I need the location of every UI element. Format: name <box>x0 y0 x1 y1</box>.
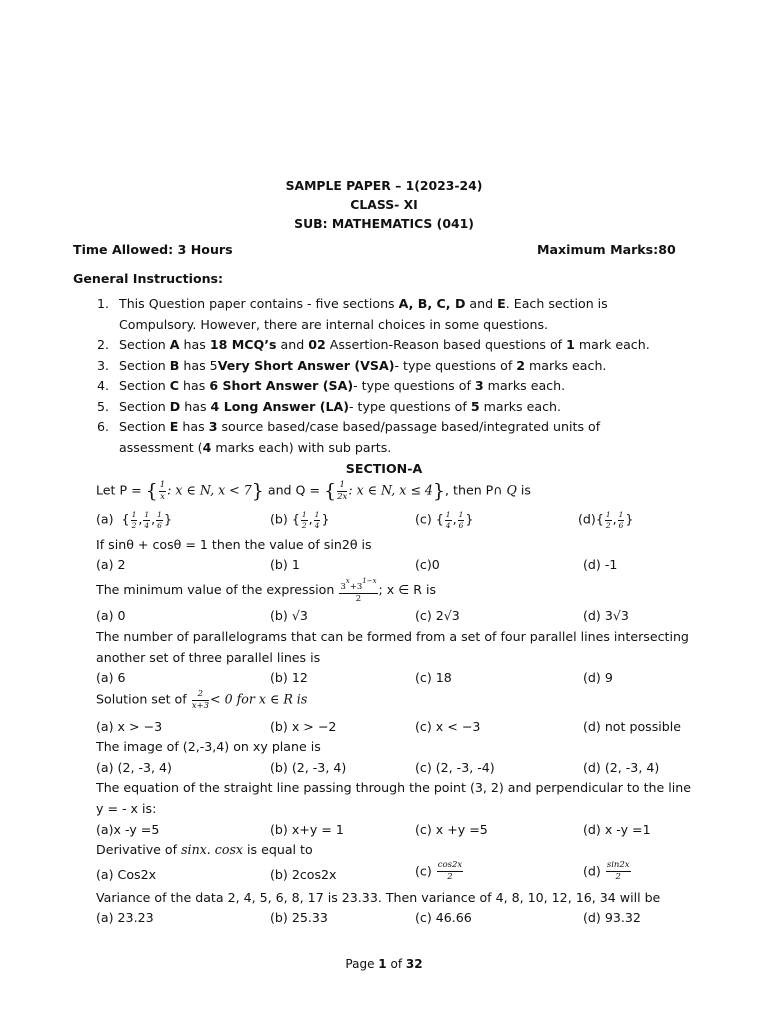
instruction-text: 6 Short Answer (SA) <box>209 378 354 393</box>
q2-option-d: (d) -1 <box>583 557 618 572</box>
instruction-text: A, B, C, D <box>398 296 466 311</box>
instruction-text: 1 <box>566 337 575 352</box>
instruction-text: 4 <box>202 439 212 455</box>
instruction-text: 02 <box>308 337 326 352</box>
section-a-title: SECTION-A <box>345 461 423 476</box>
instruction-text: has <box>178 419 209 434</box>
q9-option-c: (c) 46.66 <box>415 910 472 925</box>
instruction-item <box>97 376 697 397</box>
q6-option-a: (a) (2, -3, 4) <box>96 760 172 775</box>
question-6: The image of (2,-3,4) on xy plane is <box>96 739 321 754</box>
page-number: 1 <box>378 957 387 971</box>
q6-option-c: (c) (2, -3, -4) <box>415 760 495 775</box>
maximum-marks: Maximum Marks:80 <box>537 242 676 257</box>
instruction-text: source based/case based/passage based/integrated units of <box>217 419 601 434</box>
instruction-text: - type questions of <box>349 398 471 414</box>
instruction-text: E <box>497 296 506 311</box>
instruction-text: A <box>169 337 180 352</box>
instruction-text: 2 <box>516 357 526 373</box>
q1-set-q-symbol: Q <box>506 482 517 498</box>
instruction-text: has <box>179 378 210 393</box>
q8-option-c: (c) $\frac{\cos 2x}{2}$ <box>415 860 463 882</box>
instruction-number: 5. <box>97 398 110 414</box>
instruction-text: 3 <box>208 419 218 434</box>
time-allowed: Time Allowed: 3 Hours <box>73 242 233 257</box>
q3-option-d: (d) 3√3 <box>583 608 629 623</box>
q2-option-a: (a) 2 <box>96 557 126 572</box>
instruction-number: 2. <box>97 337 110 352</box>
instruction-text: B <box>169 357 180 373</box>
q3-option-c: (c) 2√3 <box>415 608 460 623</box>
instruction-text: - type questions of <box>394 357 517 373</box>
q7-option-d: (d) x -y =1 <box>583 822 651 837</box>
q3-option-a: (a) 0 <box>96 608 126 623</box>
instruction-item <box>97 397 697 418</box>
question-7-line-1: The equation of the straight line passing through the point (3, 2) and perpendicular to the line <box>96 780 691 795</box>
question-1: Let P = { $\frac{1}{x}$ : x ∈ N, x < 7} and Q = { $\frac{1}{2x}$ : x ∈ N, x ≤ 4}, then P∩ Q is <box>96 480 531 502</box>
q5-lead: Solution set of <box>96 691 187 707</box>
instruction-text: Very Short Answer (VSA) <box>217 357 395 373</box>
instruction-text: and <box>465 296 498 311</box>
instruction-number: 3. <box>97 357 110 373</box>
q1-option-d: (d){ $\frac{1}{2}$ , $\frac{1}{6}$ } <box>578 510 634 530</box>
instruction-text: has 5 <box>179 357 218 373</box>
instruction-text: 18 MCQ’s <box>209 337 277 352</box>
q8-option-d: (d) $\frac{\sin 2x}{2}$ <box>583 860 630 882</box>
instruction-text: marks each. <box>525 357 607 373</box>
q1-tail: , then P∩ <box>445 482 507 498</box>
q9-option-a: (a) 23.23 <box>96 910 154 925</box>
instruction-text: 5 <box>470 398 480 414</box>
instruction-item <box>97 356 697 377</box>
q5-option-b: (b) x > −2 <box>270 719 337 734</box>
q3-tail: ; x ∈ R is <box>378 582 437 597</box>
instruction-text: Section <box>119 378 170 393</box>
instruction-text: marks each. <box>483 378 566 393</box>
instruction-text: This Question paper contains - five sections <box>119 296 399 311</box>
page-footer <box>0 957 768 971</box>
q8-lead: Derivative of <box>96 842 178 857</box>
q2-option-c: (c)0 <box>415 557 440 572</box>
instruction-number: 4. <box>97 378 110 393</box>
instruction-text: D <box>169 398 181 414</box>
instruction-text: Section <box>119 357 170 373</box>
instruction-text: 4 Long Answer (LA) <box>210 398 349 414</box>
page-of: of <box>390 957 403 971</box>
question-9: Variance of the data 2, 4, 5, 6, 8, 17 is 23.33. Then variance of 4, 8, 10, 12, 16, 34 will be <box>96 890 661 905</box>
instruction-item <box>97 294 697 335</box>
page-label: Page <box>345 957 375 971</box>
instruction-text: E <box>169 419 179 434</box>
q9-option-b: (b) 25.33 <box>270 910 328 925</box>
question-4-line-2: another set of three parallel lines is <box>96 650 321 665</box>
instruction-text: Assertion-Reason based questions of <box>325 337 567 352</box>
instruction-text: C <box>169 378 180 393</box>
q1-mid: and Q = <box>267 482 321 498</box>
q4-option-a: (a) 6 <box>96 670 126 685</box>
instruction-text: Section <box>119 419 170 434</box>
question-7-line-2: y = - x is: <box>96 801 157 816</box>
q5-option-c: (c) x < −3 <box>415 719 481 734</box>
paper-class: CLASS- XI <box>350 197 418 212</box>
q6-option-b: (b) (2, -3, 4) <box>270 760 347 775</box>
instruction-text: Compulsory. However, there are internal choices in some questions. <box>119 316 549 332</box>
q3-option-b: (b) √3 <box>270 608 308 623</box>
instruction-text: has <box>180 398 211 414</box>
instruction-number: 1. <box>97 296 110 311</box>
instructions-list <box>97 294 697 458</box>
q1-option-a: (a) { $\frac{1}{2}$ , $\frac{1}{4}$ , $\frac{1}{6}$ } <box>96 510 172 530</box>
q8-expression: sinx. cosx <box>181 842 244 857</box>
instruction-text: marks each. <box>479 398 561 414</box>
instruction-text: mark each. <box>574 337 650 352</box>
instruction-text: marks each) with sub parts. <box>211 439 392 455</box>
q9-option-d: (d) 93.32 <box>583 910 641 925</box>
instruction-text: and <box>276 337 309 352</box>
q1-tail-2: is <box>516 482 531 498</box>
q8-tail: is equal to <box>247 842 313 857</box>
q3-text: The minimum value of the expression <box>96 582 335 597</box>
q7-option-b: (b) x+y = 1 <box>270 822 344 837</box>
q8-option-b: (b) 2cos2x <box>270 867 337 882</box>
q4-option-b: (b) 12 <box>270 670 308 685</box>
q5-tail: < 0 for x ∈ R is <box>210 691 308 707</box>
paper-title: SAMPLE PAPER – 1(2023-24) <box>285 178 483 193</box>
page-total: 32 <box>405 957 423 971</box>
instruction-text: Section <box>119 398 170 414</box>
q5-option-a: (a) x > −3 <box>96 719 163 734</box>
q1-set-p: : x ∈ N, x < 7 <box>167 482 252 498</box>
instruction-item <box>97 335 697 356</box>
instruction-text: has <box>179 337 210 352</box>
q7-option-c: (c) x +y =5 <box>415 822 488 837</box>
instruction-text: - type questions of <box>353 378 475 393</box>
q4-option-d: (d) 9 <box>583 670 613 685</box>
q2-option-b: (b) 1 <box>270 557 300 572</box>
instruction-number: 6. <box>97 419 110 434</box>
instruction-text: . Each section is <box>505 296 608 311</box>
instruction-item <box>97 417 697 458</box>
q4-option-c: (c) 18 <box>415 670 452 685</box>
q7-option-a: (a)x -y =5 <box>96 822 160 837</box>
q5-option-d: (d) not possible <box>583 719 682 734</box>
q8-option-a: (a) Cos2x <box>96 867 157 882</box>
q6-option-d: (d) (2, -3, 4) <box>583 760 660 775</box>
instruction-text: Section <box>119 337 170 352</box>
instruction-text: 3 <box>474 378 484 393</box>
instruction-text: assessment ( <box>119 439 203 455</box>
q1-lead: Let P = <box>96 482 142 498</box>
q1-option-b: (b) { $\frac{1}{2}$ , $\frac{1}{4}$ } <box>270 510 330 530</box>
instructions-heading: General Instructions: <box>73 271 224 286</box>
q1-option-c: (c) { $\frac{1}{4}$ , $\frac{1}{6}$ } <box>415 510 474 530</box>
question-8 <box>96 842 313 857</box>
question-4-line-1: The number of parallelograms that can be formed from a set of four parallel lines intersecting <box>96 629 689 644</box>
question-5: Solution set of $\frac{2}{x+3}$ < 0 for x ∈ R is <box>96 689 308 711</box>
paper-subject: SUB: MATHEMATICS (041) <box>294 216 474 231</box>
question-3: The minimum value of the expression $\frac{3^x+3^{1-x}}{2}$ ; x ∈ R is <box>96 577 437 604</box>
question-2: If sinθ + cosθ = 1 then the value of sin2θ is <box>96 537 372 552</box>
q1-set-q: : x ∈ N, x ≤ 4 <box>348 482 433 498</box>
